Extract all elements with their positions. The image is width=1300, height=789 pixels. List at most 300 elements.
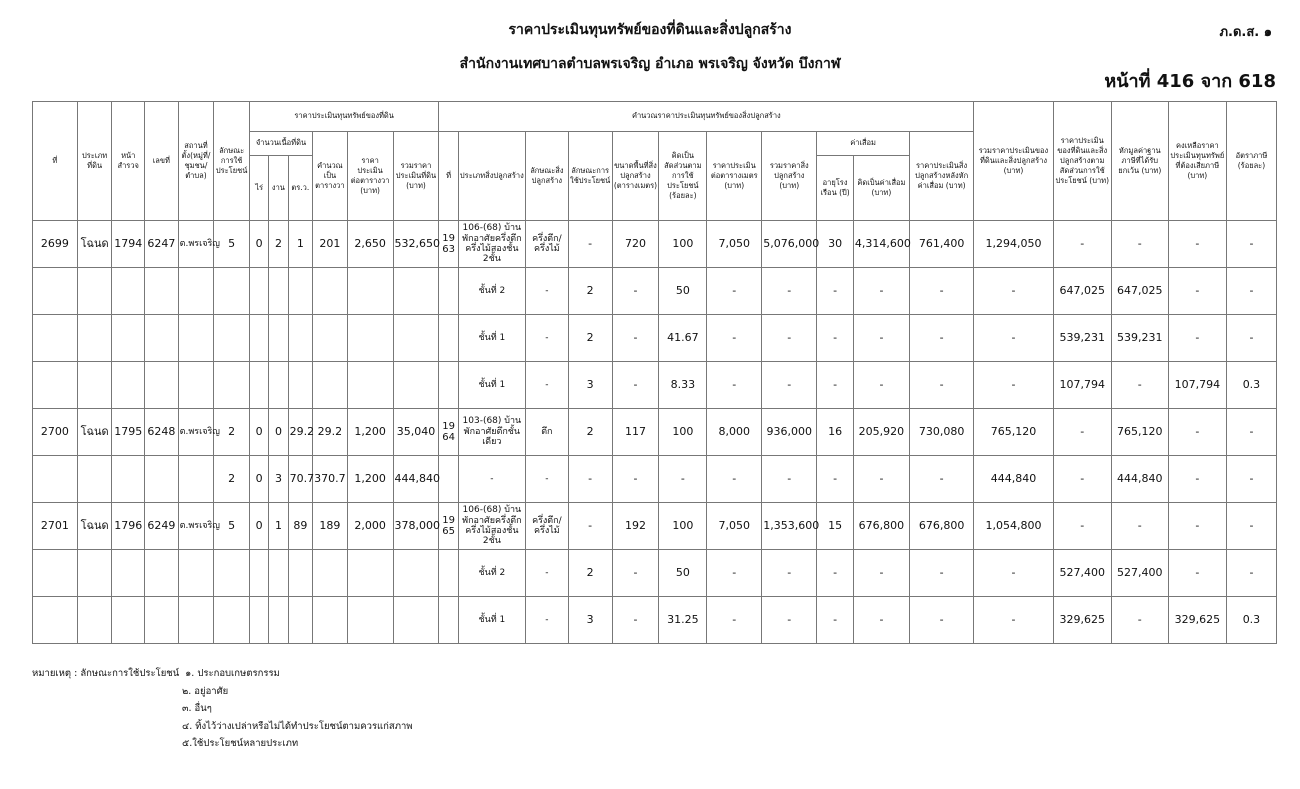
col-building-ratio: คิดเป็นสัดส่วนตามการใช้ประโยชน์ (ร้อยละ) — [659, 132, 707, 221]
table-cell — [269, 597, 288, 644]
table-cell: 106-(68) บ้านพักอาศัยครึ่งตึกครึ่งไม้สองชั้น 2ชั้น — [458, 221, 525, 268]
table-row — [33, 503, 1277, 550]
table-cell: - — [525, 597, 568, 644]
table-cell: 1,353,600 — [762, 503, 817, 550]
table-cell: 6248 — [145, 409, 179, 456]
table-cell: 7,050 — [707, 503, 762, 550]
table-cell — [214, 268, 250, 315]
table-cell: - — [909, 315, 973, 362]
table-cell: โฉนด — [77, 409, 112, 456]
table-cell: 0 — [249, 221, 268, 268]
table-cell: - — [762, 550, 817, 597]
table-cell: 2 — [269, 221, 288, 268]
table-cell: 329,625 — [1053, 597, 1111, 644]
table-row — [33, 268, 1277, 315]
table-cell: - — [853, 597, 909, 644]
notes — [32, 665, 413, 753]
table-cell: 3 — [568, 597, 612, 644]
table-cell — [178, 597, 214, 644]
table-cell — [439, 597, 458, 644]
table-cell — [439, 315, 458, 362]
table-cell — [33, 362, 78, 409]
col-remaining: คงเหลือราคาประเมินทุนทรัพย์ที่ต้องเสียภาษี (บาท) — [1168, 102, 1226, 221]
table-cell: 103-(68) บ้านพักอาศัยตึกชั้นเดียว — [458, 409, 525, 456]
table-cell: 117 — [612, 409, 659, 456]
table-cell: 2701 — [33, 503, 78, 550]
table-cell: 70.7 — [288, 456, 312, 503]
note-item: ๓. อื่นๆ — [182, 703, 212, 714]
table-cell — [249, 362, 268, 409]
table-cell: - — [817, 315, 854, 362]
table-cell: ครึ่งตึก/ครึ่งไม้ — [525, 503, 568, 550]
table-cell: โฉนด — [77, 221, 112, 268]
table-cell: - — [1053, 503, 1111, 550]
table-cell: 2,000 — [347, 503, 393, 550]
table-body — [33, 221, 1277, 644]
table-cell: - — [707, 362, 762, 409]
table-cell: - — [817, 597, 854, 644]
table-cell: 2 — [568, 268, 612, 315]
table-cell: 29.2 — [313, 409, 348, 456]
table-cell — [214, 550, 250, 597]
table-cell — [249, 597, 268, 644]
table-cell: - — [707, 456, 762, 503]
table-cell: 444,840 — [393, 456, 439, 503]
table-cell: - — [707, 597, 762, 644]
table-cell: - — [525, 550, 568, 597]
table-cell: 2 — [568, 315, 612, 362]
table-cell — [77, 268, 112, 315]
table-cell: 0.3 — [1226, 597, 1276, 644]
table-cell: 378,000 — [393, 503, 439, 550]
table-cell — [145, 362, 179, 409]
table-cell — [33, 268, 78, 315]
table-cell: 30 — [817, 221, 854, 268]
group-depreciation: ค่าเสื่อม — [817, 132, 910, 156]
table-cell — [178, 456, 214, 503]
table-cell: - — [525, 268, 568, 315]
notes-label: หมายเหตุ : ลักษณะการใช้ประโยชน์ — [32, 668, 180, 679]
table-cell — [313, 362, 348, 409]
col-building-total: รวมราคาสิ่งปลูกสร้าง (บาท) — [762, 132, 817, 221]
table-cell — [145, 268, 179, 315]
table-cell — [347, 268, 393, 315]
col-land-type: ประเภทที่ดิน — [77, 102, 112, 221]
table-cell: 2 — [214, 409, 250, 456]
table-cell: - — [1226, 456, 1276, 503]
table-cell — [77, 315, 112, 362]
table-cell: ต.พรเจริญ — [178, 409, 214, 456]
table-cell — [33, 315, 78, 362]
table-cell: - — [612, 362, 659, 409]
table-row — [33, 221, 1277, 268]
table-cell: 7,050 — [707, 221, 762, 268]
table-cell: - — [817, 550, 854, 597]
table-cell: 765,120 — [1111, 409, 1168, 456]
table-cell: 192 — [612, 503, 659, 550]
table-cell: 106-(68) บ้านพักอาศัยครึ่งตึกครึ่งไม้สองชั้น 2ชั้น — [458, 503, 525, 550]
col-tax-rate: อัตราภาษี (ร้อยละ) — [1226, 102, 1276, 221]
table-cell: 107,794 — [1168, 362, 1226, 409]
table-cell: - — [612, 550, 659, 597]
table-cell — [249, 315, 268, 362]
table-row — [33, 362, 1277, 409]
group-land-area: จำนวนเนื้อที่ดิน — [249, 132, 312, 156]
table-cell: 527,400 — [1111, 550, 1168, 597]
table-cell: - — [1168, 456, 1226, 503]
table-cell: - — [1053, 409, 1111, 456]
table-cell: - — [1168, 268, 1226, 315]
assessment-table — [32, 101, 1277, 644]
col-dep-amount: คิดเป็นค่าเสื่อม (บาท) — [853, 156, 909, 221]
table-cell: 8,000 — [707, 409, 762, 456]
table-cell — [313, 315, 348, 362]
table-cell: - — [1226, 221, 1276, 268]
table-cell: 4,314,600 — [853, 221, 909, 268]
table-cell — [112, 597, 145, 644]
table-cell: 3 — [269, 456, 288, 503]
table-cell: - — [1226, 315, 1276, 362]
group-building-valuation: คำนวณราคาประเมินทุนทรัพย์ของสิ่งปลูกสร้าง — [439, 102, 974, 132]
table-cell — [393, 362, 439, 409]
table-cell: - — [974, 315, 1053, 362]
table-cell: - — [612, 456, 659, 503]
table-cell: - — [1226, 503, 1276, 550]
table-cell: 5 — [214, 503, 250, 550]
table-cell: 100 — [659, 221, 707, 268]
table-cell — [112, 268, 145, 315]
table-cell: 107,794 — [1053, 362, 1111, 409]
table-cell: 29.2 — [288, 409, 312, 456]
note-item: ๒. อยู่อาศัย — [182, 685, 229, 697]
table-cell: โฉนด — [77, 503, 112, 550]
table-cell: - — [974, 550, 1053, 597]
table-cell — [145, 597, 179, 644]
col-building-kind: ลักษณะสิ่งปลูกสร้าง — [525, 132, 568, 221]
table-cell: - — [1111, 221, 1168, 268]
table-cell — [288, 268, 312, 315]
table-cell: 19 64 — [439, 409, 458, 456]
table-cell: 31.25 — [659, 597, 707, 644]
document-title: ราคาประเมินทุนทรัพย์ของที่ดินและสิ่งปลูกสร้าง — [508, 22, 792, 38]
table-cell: - — [1111, 503, 1168, 550]
table-cell — [288, 597, 312, 644]
table-cell: - — [974, 597, 1053, 644]
table-cell: 19 63 — [439, 221, 458, 268]
table-cell: - — [707, 315, 762, 362]
table-cell: 5 — [214, 221, 250, 268]
table-cell: 1795 — [112, 409, 145, 456]
table-cell: 2700 — [33, 409, 78, 456]
table-cell: 2,650 — [347, 221, 393, 268]
table-cell: - — [762, 456, 817, 503]
table-cell: 0 — [249, 456, 268, 503]
table-cell — [77, 550, 112, 597]
table-cell — [288, 362, 312, 409]
table-cell: ตึก — [525, 409, 568, 456]
table-cell — [269, 315, 288, 362]
page-number: หน้าที่ 416 จาก 618 — [1104, 71, 1276, 92]
table-cell — [33, 597, 78, 644]
table-cell — [214, 315, 250, 362]
table-cell: - — [909, 456, 973, 503]
table-cell: - — [1168, 315, 1226, 362]
table-cell: 676,800 — [909, 503, 973, 550]
table-cell: ต.พรเจริญ — [178, 503, 214, 550]
table-cell — [439, 268, 458, 315]
table-cell: 6247 — [145, 221, 179, 268]
table-cell: - — [853, 315, 909, 362]
table-cell: - — [974, 362, 1053, 409]
table-cell — [393, 315, 439, 362]
table-cell — [347, 597, 393, 644]
col-wa: ตร.ว. — [288, 156, 312, 221]
table-cell: 761,400 — [909, 221, 973, 268]
table-row — [33, 456, 1277, 503]
table-cell: 539,231 — [1111, 315, 1168, 362]
table-cell: ต.พรเจริญ — [178, 221, 214, 268]
table-cell: ชั้นที่ 1 — [458, 362, 525, 409]
table-cell: - — [1168, 503, 1226, 550]
table-cell: 2 — [568, 409, 612, 456]
table-cell — [77, 362, 112, 409]
table-cell: - — [909, 268, 973, 315]
col-grand-total: รวมราคาประเมินของที่ดินและสิ่งปลูกสร้าง (บาท) — [974, 102, 1053, 221]
table-cell: 100 — [659, 503, 707, 550]
table-cell — [249, 268, 268, 315]
table-cell: - — [1111, 362, 1168, 409]
table-cell: - — [974, 268, 1053, 315]
col-building-price: ราคาประเมินต่อตารางเมตร (บาท) — [707, 132, 762, 221]
table-cell: 730,080 — [909, 409, 973, 456]
table-cell: 0.3 — [1226, 362, 1276, 409]
table-cell: 15 — [817, 503, 854, 550]
table-cell: 2699 — [33, 221, 78, 268]
table-cell: - — [568, 503, 612, 550]
table-cell: 1,200 — [347, 409, 393, 456]
document-subtitle: สำนักงานเทศบาลตำบลพรเจริญ อำเภอ พรเจริญ จังหวัด บึงกาฬ — [459, 56, 841, 72]
table-cell — [313, 550, 348, 597]
table-cell: - — [1111, 597, 1168, 644]
table-cell: 6249 — [145, 503, 179, 550]
table-cell: - — [1168, 550, 1226, 597]
table-cell: 2 — [214, 456, 250, 503]
table-cell: - — [817, 456, 854, 503]
table-cell: - — [853, 362, 909, 409]
table-cell: 444,840 — [1111, 456, 1168, 503]
table-cell: - — [817, 268, 854, 315]
table-cell: 50 — [659, 268, 707, 315]
table-cell: 720 — [612, 221, 659, 268]
table-cell — [77, 597, 112, 644]
table-cell: ชั้นที่ 2 — [458, 550, 525, 597]
table-cell — [33, 550, 78, 597]
table-cell — [112, 550, 145, 597]
col-building-no: ที่ — [439, 132, 458, 221]
table-cell: - — [1226, 409, 1276, 456]
table-cell: - — [612, 315, 659, 362]
table-cell: 19 65 — [439, 503, 458, 550]
table-cell: - — [853, 268, 909, 315]
table-cell: ชั้นที่ 1 — [458, 315, 525, 362]
table-cell: 676,800 — [853, 503, 909, 550]
table-cell — [112, 315, 145, 362]
col-age: อายุโรงเรือน (ปี) — [817, 156, 854, 221]
table-cell: - — [568, 456, 612, 503]
table-cell: 41.67 — [659, 315, 707, 362]
table-cell: - — [762, 597, 817, 644]
table-cell: - — [762, 315, 817, 362]
col-building-use: ลักษณะการใช้ประโยชน์ — [568, 132, 612, 221]
table-cell — [393, 268, 439, 315]
table-cell: - — [659, 456, 707, 503]
col-sqwa: คำนวณเป็นตารางวา — [313, 132, 348, 221]
col-deduction: หักมูลค่าฐานภาษีที่ได้รับยกเว้น (บาท) — [1111, 102, 1168, 221]
table-cell — [178, 268, 214, 315]
table-cell — [347, 315, 393, 362]
table-cell — [33, 456, 78, 503]
table-cell: - — [909, 597, 973, 644]
table-cell — [145, 550, 179, 597]
table-cell: 647,025 — [1111, 268, 1168, 315]
table-cell — [214, 362, 250, 409]
note-item: ๔. ทิ้งไว้ว่างเปล่าหรือไม่ได้ทำประโยชน์ตามควรแก่สภาพ — [182, 720, 413, 732]
table-cell: - — [568, 221, 612, 268]
table-cell: 8.33 — [659, 362, 707, 409]
table-cell: 444,840 — [974, 456, 1053, 503]
table-cell: - — [1168, 409, 1226, 456]
form-code: ภ.ด.ส. ๑ — [1219, 25, 1272, 40]
table-cell: - — [1226, 550, 1276, 597]
table-cell: 532,650 — [393, 221, 439, 268]
table-cell: 89 — [288, 503, 312, 550]
table-cell: 1,294,050 — [974, 221, 1053, 268]
table-cell: - — [909, 362, 973, 409]
table-cell: 1,054,800 — [974, 503, 1053, 550]
table-cell — [178, 362, 214, 409]
table-cell: - — [707, 550, 762, 597]
table-cell: - — [525, 456, 568, 503]
table-cell: 0 — [249, 503, 268, 550]
table-cell: - — [1053, 456, 1111, 503]
table-cell: - — [612, 268, 659, 315]
table-cell — [347, 550, 393, 597]
table-cell: - — [817, 362, 854, 409]
table-cell: 0 — [269, 409, 288, 456]
table-cell — [269, 550, 288, 597]
table-row — [33, 550, 1277, 597]
table-cell — [393, 550, 439, 597]
table-cell: 370.7 — [313, 456, 348, 503]
table-cell — [269, 362, 288, 409]
table-cell: - — [1226, 268, 1276, 315]
table-cell — [313, 597, 348, 644]
table-cell: 539,231 — [1053, 315, 1111, 362]
table-cell: ครึ่งตึก/ครึ่งไม้ — [525, 221, 568, 268]
table-cell: - — [525, 315, 568, 362]
table-cell — [347, 362, 393, 409]
table-cell: 189 — [313, 503, 348, 550]
table-cell: - — [1053, 221, 1111, 268]
table-cell — [178, 550, 214, 597]
table-cell — [288, 315, 312, 362]
table-cell — [178, 315, 214, 362]
table-cell: 3 — [568, 362, 612, 409]
table-cell: 1,200 — [347, 456, 393, 503]
table-cell: 16 — [817, 409, 854, 456]
table-cell: 329,625 — [1168, 597, 1226, 644]
col-building-after-dep: ราคาประเมินสิ่งปลูกสร้างหลังหักค่าเสื่อม (บาท) — [909, 132, 973, 221]
col-ratio-value: ราคาประเมินของที่ดินและสิ่งปลูกสร้างตามสัดส่วนการใช้ประโยชน์ (บาท) — [1053, 102, 1111, 221]
col-price-per-wa: ราคาประเมินต่อตารางวา (บาท) — [347, 132, 393, 221]
table-cell: 765,120 — [974, 409, 1053, 456]
table-cell: 50 — [659, 550, 707, 597]
table-cell: 5,076,000 — [762, 221, 817, 268]
table-cell — [214, 597, 250, 644]
col-deed-no: เลขที่ — [145, 102, 179, 221]
table-cell — [112, 362, 145, 409]
table-cell — [249, 550, 268, 597]
table-cell: 1794 — [112, 221, 145, 268]
table-cell — [145, 456, 179, 503]
table-cell: - — [458, 456, 525, 503]
col-survey-page: หน้าสำรวจ — [112, 102, 145, 221]
table-cell — [393, 597, 439, 644]
table-cell: - — [762, 268, 817, 315]
table-cell: - — [909, 550, 973, 597]
table-cell: - — [1168, 221, 1226, 268]
table-cell: 936,000 — [762, 409, 817, 456]
col-land-total: รวมราคาประเมินที่ดิน (บาท) — [393, 132, 439, 221]
col-building-size: ขนาดพื้นที่สิ่งปลูกสร้าง (ตารางเมตร) — [612, 132, 659, 221]
table-cell: - — [762, 362, 817, 409]
table-cell: 0 — [249, 409, 268, 456]
table-row — [33, 597, 1277, 644]
table-cell — [145, 315, 179, 362]
table-cell — [439, 456, 458, 503]
col-rai: ไร่ — [249, 156, 268, 221]
table-cell: 527,400 — [1053, 550, 1111, 597]
table-cell: - — [853, 550, 909, 597]
note-item: ๕.ใช้ประโยชน์หลายประเภท — [182, 738, 299, 749]
table-cell: - — [853, 456, 909, 503]
table-cell: 1 — [269, 503, 288, 550]
table-cell — [439, 550, 458, 597]
col-land-use: ลักษณะการใช้ประโยชน์ — [214, 102, 250, 221]
table-cell: ชั้นที่ 1 — [458, 597, 525, 644]
table-row — [33, 409, 1277, 456]
table-cell: 35,040 — [393, 409, 439, 456]
table-cell: - — [525, 362, 568, 409]
table-cell: - — [612, 597, 659, 644]
table-cell: 201 — [313, 221, 348, 268]
table-cell: 1 — [288, 221, 312, 268]
table-cell: 100 — [659, 409, 707, 456]
table-cell — [112, 456, 145, 503]
table-cell — [439, 362, 458, 409]
col-building-type: ประเภทสิ่งปลูกสร้าง — [458, 132, 525, 221]
col-location: สถานที่ตั้ง(หมู่ที่/ชุมชน/ตำบล) — [178, 102, 214, 221]
table-cell: - — [707, 268, 762, 315]
table-cell: 1796 — [112, 503, 145, 550]
group-land-valuation: ราคาประเมินทุนทรัพย์ของที่ดิน — [249, 102, 438, 132]
table-cell: ชั้นที่ 2 — [458, 268, 525, 315]
table-cell — [269, 268, 288, 315]
table-row — [33, 315, 1277, 362]
col-no: ที่ — [33, 102, 78, 221]
table-cell: 2 — [568, 550, 612, 597]
table-cell: 647,025 — [1053, 268, 1111, 315]
